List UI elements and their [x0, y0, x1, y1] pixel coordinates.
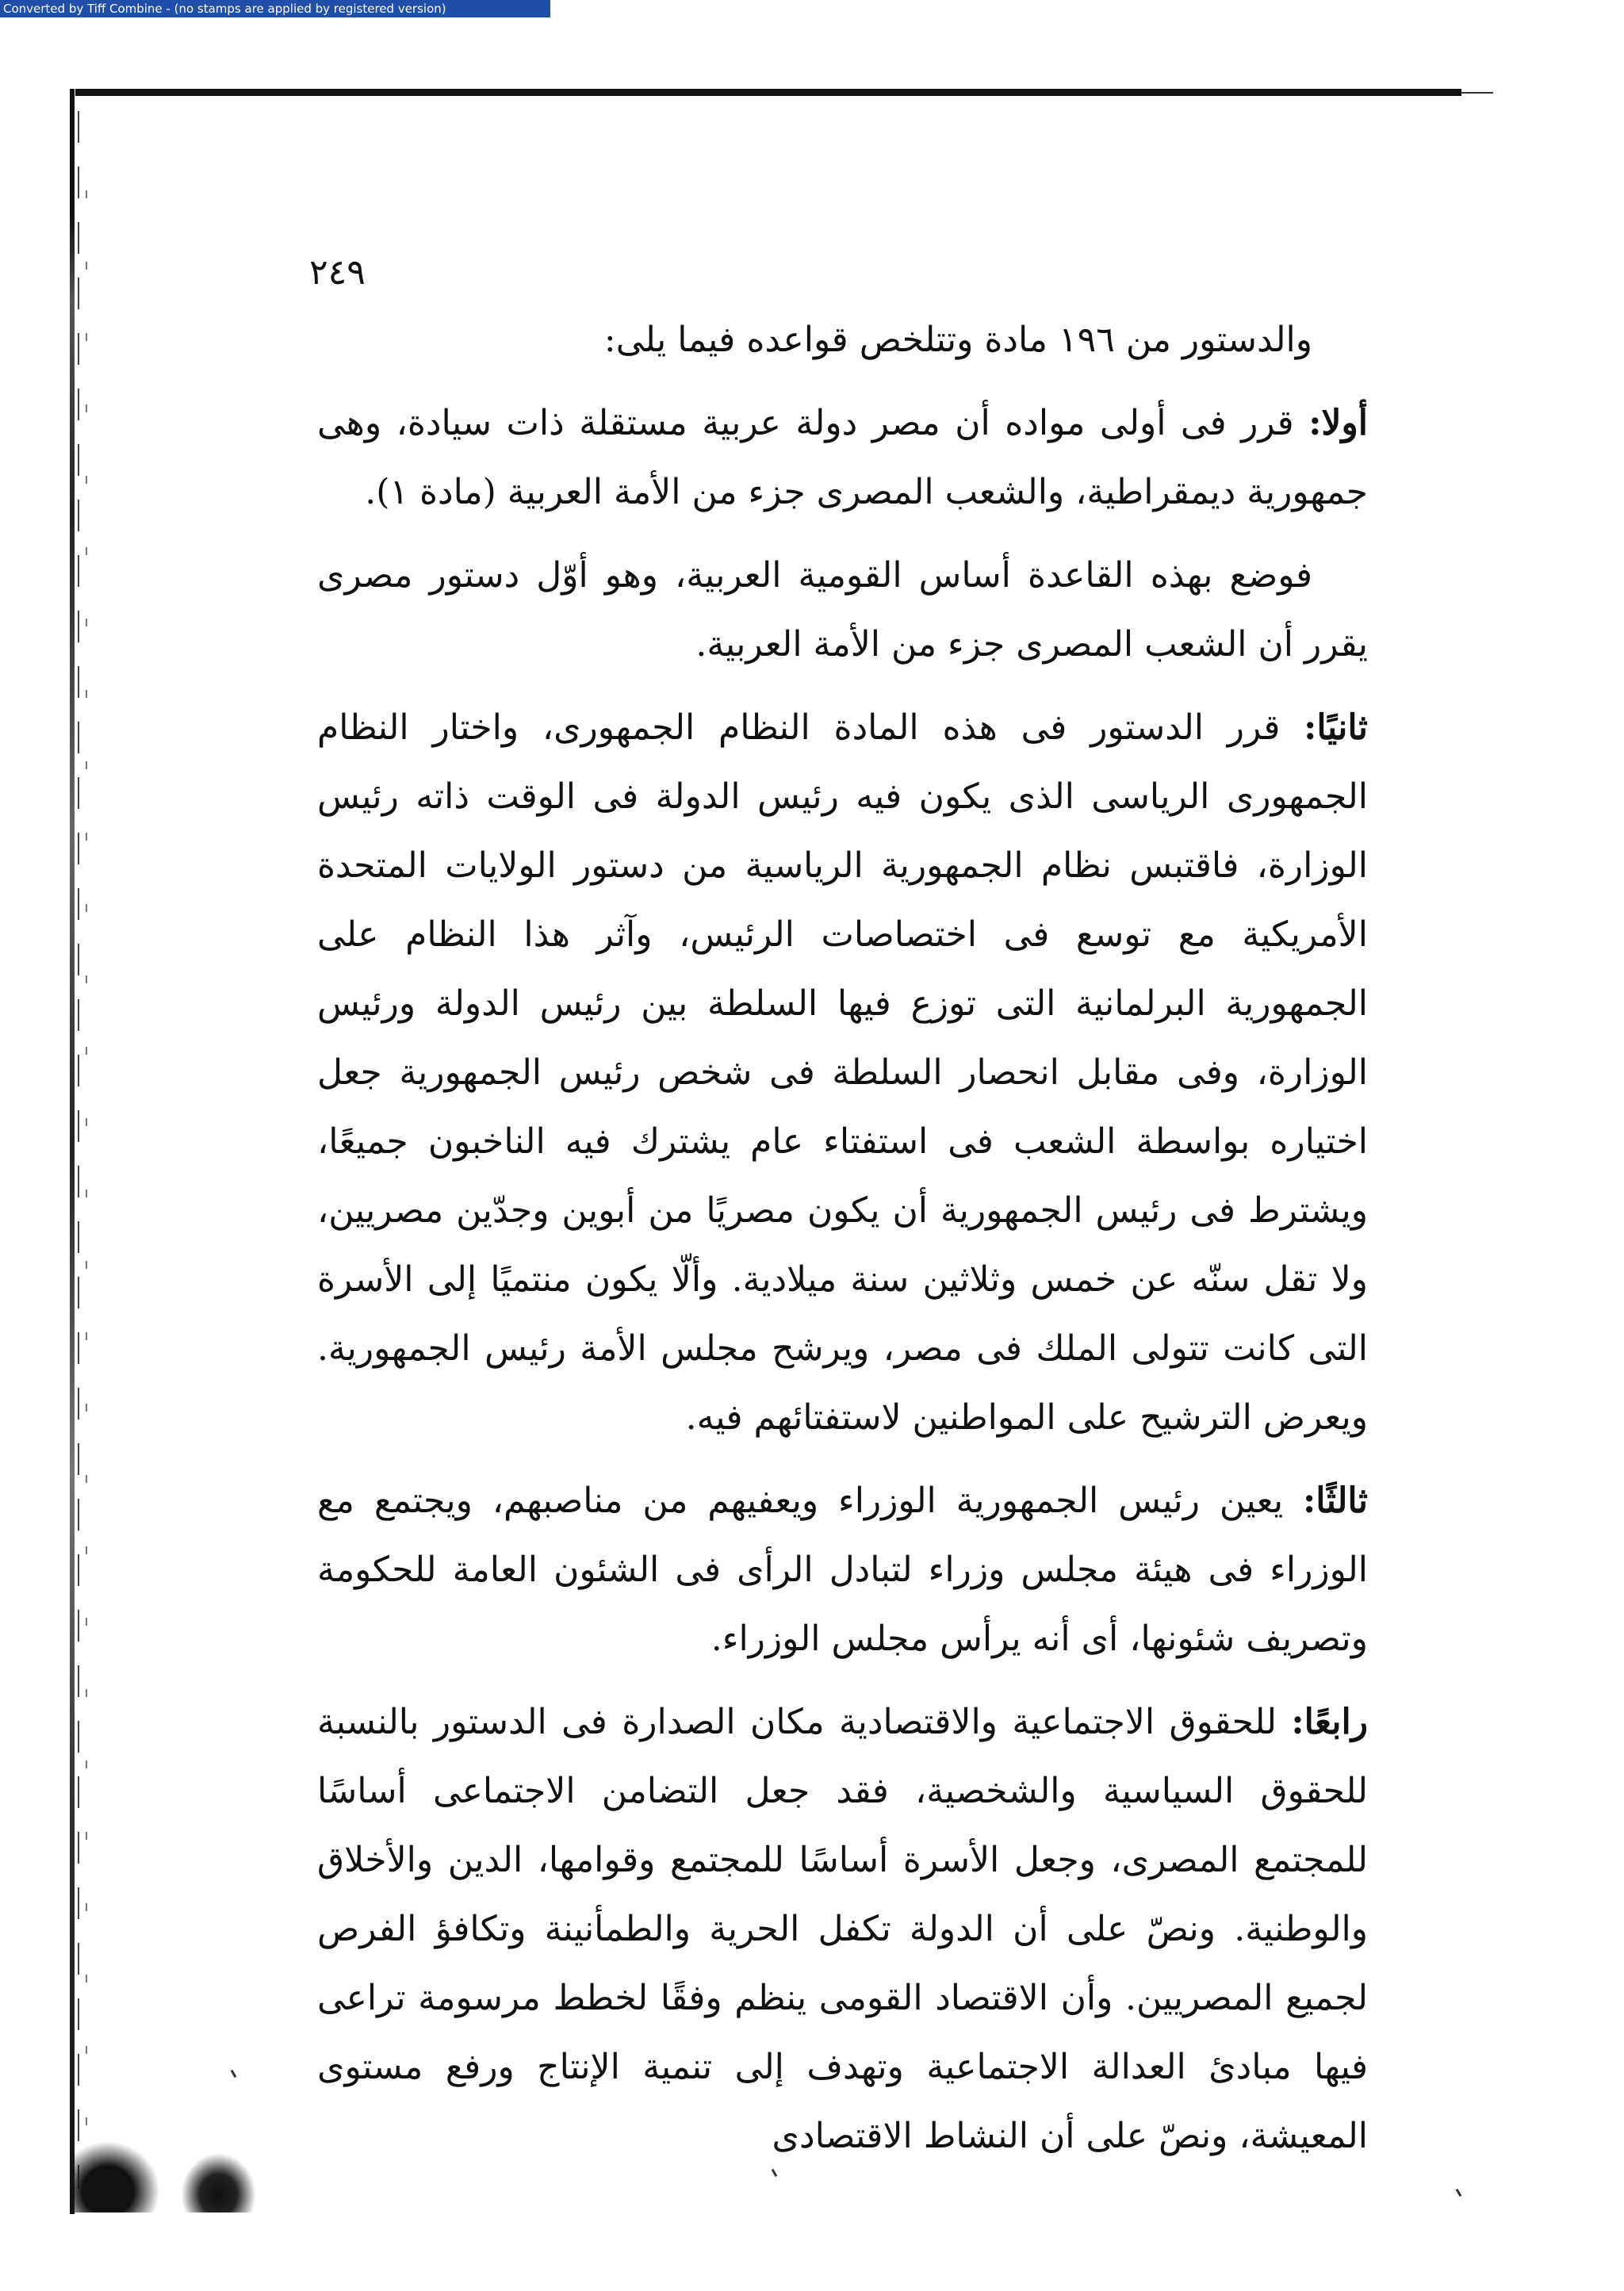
paragraph-first: [317, 389, 1368, 527]
scan-speck: [1456, 2189, 1462, 2197]
scan-ink-stain: [181, 2153, 256, 2212]
scan-left-border-inner: [78, 111, 79, 2189]
paragraph-commentary: [317, 541, 1368, 679]
paragraph-second: [317, 693, 1368, 1452]
paragraph-text: للحقوق الاجتماعية والاقتصادية مكان الصدارة فى الدستور بالنسبة للحقوق السياسية والشخصية، فقد جعل التضامن الاجتماعى أساسًا للمجتمع المصرى، وجعل الأسرة أساسًا للمجتمع وقوامها، الدين والأخلاق والوطنية. ونصّ على أن الدولة تكفل الحرية والطمأنينة وتكافؤ الفرص لجميع المصريين. وأن الاقتصاد القومى ينظم وفقًا لخطط مرسومة تراعى فيها مبادئ العدالة الاجتماعية وتهدف إلى تنمية الإنتاج ورفع مستوى المعيشة، ونصّ على أن النشاط الاقتصادى: [317, 1702, 1368, 2156]
paragraph-fourth: [317, 1688, 1368, 2170]
paragraph-text: والدستور من ١٩٦ مادة وتتلخص قواعده فيما يلى:: [603, 320, 1312, 360]
scan-ink-stain: [73, 2141, 160, 2212]
page-number: ٢٤٩: [309, 252, 366, 293]
paragraph-intro: [317, 305, 1368, 374]
paragraph-third: [317, 1466, 1368, 1673]
paragraph-text: قرر الدستور فى هذه المادة النظام الجمهورى، واختار النظام الجمهورى الرياسى الذى يكون فيه رئيس الدولة فى الوقت ذاته رئيس الوزارة، فاقتبس نظام الجمهورية الرياسية من دستور الولايات المتحدة الأمريكية مع توسع فى اختصاصات الرئيس، وآثر هذا النظام على الجمهورية البرلمانية التى توزع فيها السلطة بين رئيس الدولة ورئيس الوزارة، وفى مقابل انحصار السلطة فى شخص رئيس الجمهورية جعل اختياره بواسطة الشعب فى استفتاء عام يشترك فيه الناخبون جميعًا، ويشترط فى رئيس الجمهورية أن يكون مصريًا من أبوين وجدّين مصريين، ولا تقل سنّه عن خمس وثلاثين سنة ميلادية. وألّا يكون منتميًا إلى الأسرة التى كانت تتولى الملك فى مصر، ويرشح مجلس الأمة رئيس الجمهورية. ويعرض الترشيح على المواطنين لاستفتائهم فيه.: [317, 707, 1368, 1438]
paragraph-lead: ثانيًا:: [1304, 707, 1368, 748]
scan-left-marks: [86, 190, 87, 2133]
paragraph-text: فوضع بهذه القاعدة أساس القومية العربية، وهو أوّل دستور مصرى يقرر أن الشعب المصرى جزء من الأمة العربية.: [317, 555, 1368, 665]
top-rule-tail: [1461, 92, 1493, 94]
converter-banner: Converted by Tiff Combine - (no stamps are applied by registered version): [0, 0, 550, 17]
paragraph-lead: ثالثًا:: [1303, 1481, 1368, 1521]
body-text: [317, 305, 1368, 2185]
paragraph-text: قرر فى أولى مواده أن مصر دولة عربية مستقلة ذات سيادة، وهى جمهورية ديمقراطية، والشعب المصرى جزء من الأمة العربية (مادة ١).: [317, 403, 1368, 512]
paragraph-lead: أولا:: [1308, 403, 1368, 443]
top-rule: [75, 89, 1461, 96]
paragraph-lead: رابعًا:: [1291, 1702, 1368, 1742]
scan-speck: [231, 2070, 237, 2078]
scan-left-border: [70, 89, 75, 2214]
paragraph-text: يعين رئيس الجمهورية الوزراء ويعفيهم من مناصبهم، ويجتمع مع الوزراء فى هيئة مجلس وزراء لتبادل الرأى فى الشئون العامة للحكومة وتصريف شئونها، أى أنه يرأس مجلس الوزراء.: [317, 1481, 1368, 1659]
